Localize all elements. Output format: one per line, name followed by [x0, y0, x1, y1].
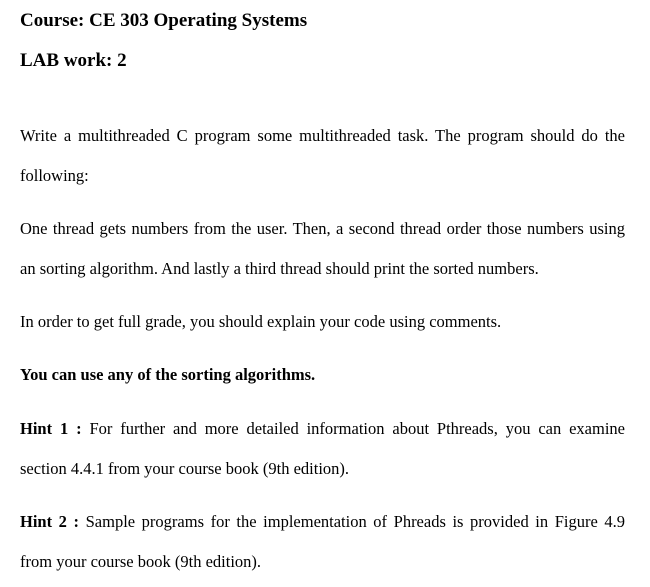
- course-title: Course: CE 303 Operating Systems: [20, 10, 308, 31]
- hint-2-text: Sample programs for the implementation of Phreads is provided in Figure 4.9 from your course book (9th edition).: [20, 512, 626, 571]
- hint-2: [20, 502, 625, 582]
- hint-1: [20, 409, 625, 489]
- threads-paragraph: One thread gets numbers from the user. Then, a second thread order those numbers using an sorting algorithm. And lastly a third thread should print the sorted numbers.: [20, 219, 625, 278]
- hint-1-label: Hint 1 :: [20, 419, 82, 438]
- hint-2-label: Hint 2 :: [20, 512, 80, 531]
- intro-paragraph: Write a multithreaded C program some multithreaded task. The program should do the following:: [20, 126, 625, 185]
- grading-paragraph: In order to get full grade, you should explain your code using comments.: [20, 312, 502, 331]
- algorithms-note: You can use any of the sorting algorithms.: [20, 365, 316, 384]
- hint-1-text: For further and more detailed information about Pthreads, you can examine section 4.4.1 from your course book (9th edition).: [20, 419, 625, 478]
- lab-title: LAB work: 2: [20, 50, 127, 71]
